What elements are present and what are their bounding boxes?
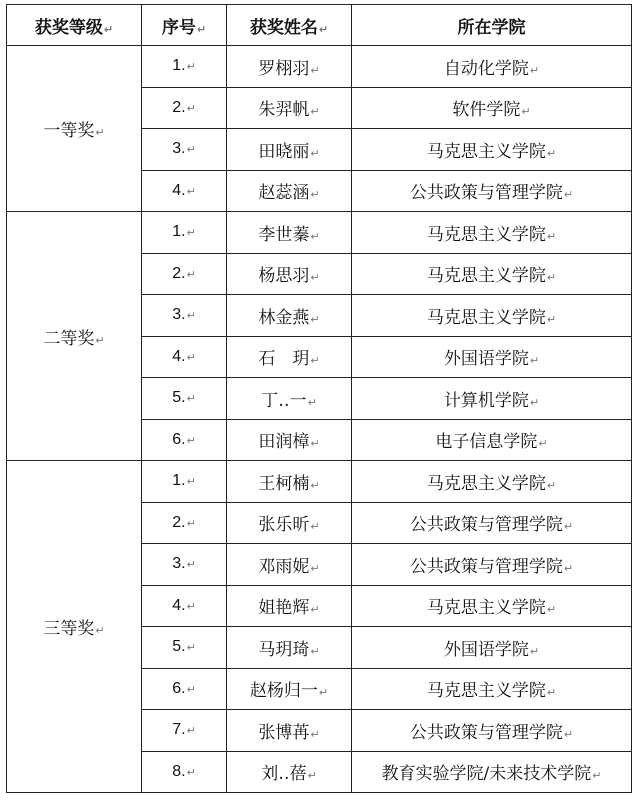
college-cell: 教育实验学院/未来技术学院 ↵ (352, 751, 632, 793)
number-cell: 6. ↵ (142, 668, 227, 710)
name-cell: 丁‥一 ↵ (227, 378, 352, 420)
college-cell: 马克思主义学院 ↵ (352, 129, 632, 171)
name-cell: 罗栩羽 ↵ (227, 46, 352, 88)
number-cell: 4. ↵ (142, 585, 227, 627)
college-cell: 公共政策与管理学院 ↵ (352, 544, 632, 586)
name-cell: 朱羿帆 ↵ (227, 87, 352, 129)
college-cell: 电子信息学院 ↵ (352, 419, 632, 461)
college-cell: 外国语学院 ↵ (352, 336, 632, 378)
number-cell: 7. ↵ (142, 710, 227, 752)
name-cell: 田润樟 ↵ (227, 419, 352, 461)
award-level-cell: 一等奖 ↵ (7, 46, 142, 212)
name-cell: 张博苒 ↵ (227, 710, 352, 752)
number-cell: 5. ↵ (142, 627, 227, 669)
header-college: 所在学院 (352, 5, 632, 46)
college-cell: 马克思主义学院 ↵ (352, 461, 632, 503)
award-level-cell: 三等奖 ↵ (7, 461, 142, 793)
number-cell: 5. ↵ (142, 378, 227, 420)
name-cell: 李世蓁 ↵ (227, 212, 352, 254)
name-cell: 邓雨妮 ↵ (227, 544, 352, 586)
number-cell: 4. ↵ (142, 170, 227, 212)
table-row (7, 212, 632, 254)
table-row (7, 46, 632, 88)
name-cell: 赵杨归一 ↵ (227, 668, 352, 710)
number-cell: 1. ↵ (142, 46, 227, 88)
name-cell: 林金燕 ↵ (227, 295, 352, 337)
number-cell: 3. ↵ (142, 544, 227, 586)
college-cell: 马克思主义学院 ↵ (352, 295, 632, 337)
header-number: 序号 ↵ (142, 5, 227, 46)
name-cell: 马玥琦 ↵ (227, 627, 352, 669)
award-table (6, 4, 632, 793)
award-document (6, 4, 632, 793)
number-cell: 3. ↵ (142, 295, 227, 337)
number-cell: 1. ↵ (142, 212, 227, 254)
name-cell: 石 玥 ↵ (227, 336, 352, 378)
number-cell: 2. ↵ (142, 253, 227, 295)
college-cell: 计算机学院 ↵ (352, 378, 632, 420)
number-cell: 6. ↵ (142, 419, 227, 461)
header-row (7, 5, 632, 46)
name-cell: 田晓丽 ↵ (227, 129, 352, 171)
college-cell: 公共政策与管理学院 ↵ (352, 710, 632, 752)
number-cell: 1. ↵ (142, 461, 227, 503)
college-cell: 公共政策与管理学院 ↵ (352, 502, 632, 544)
name-cell: 杨思羽 ↵ (227, 253, 352, 295)
college-cell: 马克思主义学院 ↵ (352, 585, 632, 627)
college-cell: 公共政策与管理学院 ↵ (352, 170, 632, 212)
number-cell: 4. ↵ (142, 336, 227, 378)
name-cell: 张乐昕 ↵ (227, 502, 352, 544)
number-cell: 2. ↵ (142, 502, 227, 544)
number-cell: 2. ↵ (142, 87, 227, 129)
college-cell: 自动化学院 ↵ (352, 46, 632, 88)
header-level: 获奖等级 ↵ (7, 5, 142, 46)
name-cell: 王柯楠 ↵ (227, 461, 352, 503)
college-cell: 外国语学院 ↵ (352, 627, 632, 669)
name-cell: 姐艳辉 ↵ (227, 585, 352, 627)
number-cell: 3. ↵ (142, 129, 227, 171)
college-cell: 软件学院 ↵ (352, 87, 632, 129)
college-cell: 马克思主义学院 ↵ (352, 668, 632, 710)
award-table-body (7, 46, 632, 793)
table-row (7, 461, 632, 503)
name-cell: 赵蕊涵 ↵ (227, 170, 352, 212)
header-name: 获奖姓名 ↵ (227, 5, 352, 46)
number-cell: 8. ↵ (142, 751, 227, 793)
college-cell: 马克思主义学院 ↵ (352, 253, 632, 295)
award-level-cell: 二等奖 ↵ (7, 212, 142, 461)
name-cell: 刘‥蓓 ↵ (227, 751, 352, 793)
college-cell: 马克思主义学院 ↵ (352, 212, 632, 254)
